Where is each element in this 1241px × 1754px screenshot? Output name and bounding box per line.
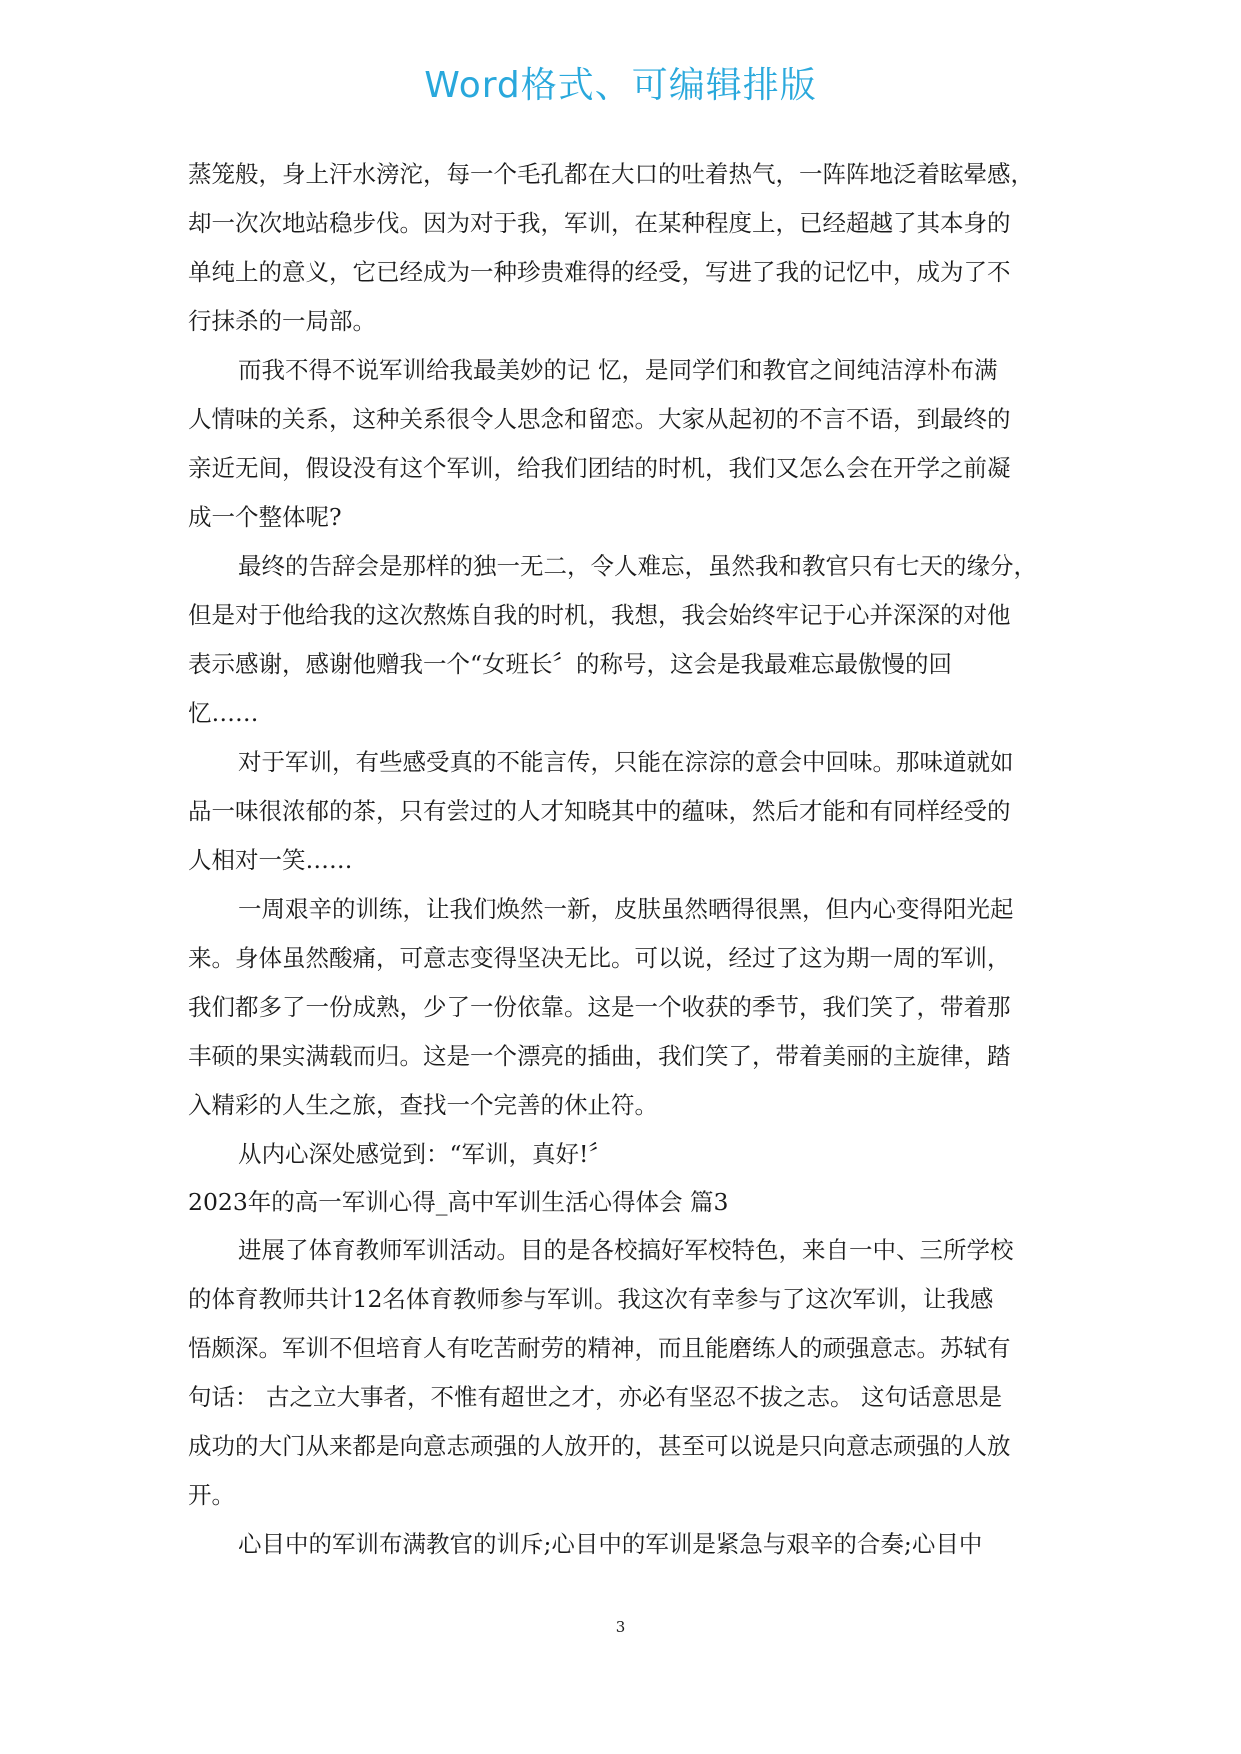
text-line: 来。身体虽然酸痛，可意志变得坚决无比。可以说，经过了这为期一周的军训， [188, 944, 1011, 972]
text-line: 亲近无间，假设没有这个军训，给我们团结的时机，我们又怎么会在开学之前凝 [188, 454, 1011, 482]
text-line: 开。 [188, 1481, 235, 1509]
text-line: 悟颇深。军训不但培育人有吃苦耐劳的精神，而且能磨练人的顽强意志。苏轼有 [188, 1334, 1011, 1362]
page-number: 3 [615, 1618, 626, 1636]
paragraph-block-1 [188, 150, 1068, 1179]
text-line: 蒸笼般，身上汗水滂沱，每一个毛孔都在大口的吐着热气，一阵阵地泛着眩晕感， [188, 160, 1034, 188]
text-line: 我们都多了一份成熟，少了一份依靠。这是一个收获的季节，我们笑了，带着那 [188, 993, 1011, 1021]
text-line: 而我不得不说军训给我最美妙的记 忆，是同学们和教官之间纯洁淳朴布满 [238, 356, 998, 384]
paragraph-block-2 [188, 1226, 1068, 1569]
section-heading: 2023年的高一军训心得_高中军训生活心得体会 篇3 [188, 1188, 729, 1216]
text-line: 入精彩的人生之旅，查找一个完善的休止符。 [188, 1091, 658, 1119]
text-line: 丰硕的果实满载而归。这是一个漂亮的插曲，我们笑了，带着美丽的主旋律，踏 [188, 1042, 1011, 1070]
text-line: 成一个整体呢? [188, 503, 342, 531]
text-line: 行抹杀的一局部。 [188, 307, 376, 335]
text-line: 对于军训，有些感受真的不能言传，只能在淙淙的意会中回味。那味道就如 [238, 748, 1014, 776]
text-line: 句话： 古之立大事者，不惟有超世之才，亦必有坚忍不拔之志。 这句话意思是 [188, 1383, 1002, 1411]
document-body [188, 150, 1068, 1569]
text-line: 忆…… [188, 699, 259, 727]
text-line: 进展了体育教师军训活动。目的是各校搞好军校特色，来自一中、三所学校 [238, 1236, 1014, 1264]
text-line: 人情味的关系，这种关系很令人思念和留恋。大家从起初的不言不语，到最终的 [188, 405, 1011, 433]
text-line: 品一味很浓郁的茶，只有尝过的人才知晓其中的蕴味，然后才能和有同样经受的 [188, 797, 1011, 825]
page-header-title: Word格式、可编辑排版 [424, 65, 817, 106]
text-line: 人相对一笑…… [188, 846, 353, 874]
text-line: 的体育教师共计12名体育教师参与军训。我这次有幸参与了这次军训，让我感 [188, 1285, 994, 1313]
text-line: 单纯上的意义，它已经成为一种珍贵难得的经受，写进了我的记忆中，成为了不 [188, 258, 1011, 286]
text-line: 最终的告辞会是那样的独一无二，令人难忘，虽然我和教官只有七天的缘分， [238, 552, 1037, 580]
text-line: 心目中的军训布满教官的训斥;心目中的军训是紧急与艰辛的合奏;心目中 [238, 1530, 983, 1558]
text-line: 却一次次地站稳步伐。因为对于我，军训，在某种程度上，已经超越了其本身的 [188, 209, 1011, 237]
text-line: 成功的大门从来都是向意志顽强的人放开的，甚至可以说是只向意志顽强的人放 [188, 1432, 1011, 1460]
text-line: 一周艰辛的训练，让我们焕然一新，皮肤虽然晒得很黑，但内心变得阳光起 [238, 895, 1014, 923]
text-line: 表示感谢，感谢他赠我一个“女班长〞的称号，这会是我最难忘最傲慢的回 [188, 650, 953, 678]
text-line: 但是对于他给我的这次熬炼自我的时机，我想，我会始终牢记于心并深深的对他 [188, 601, 1011, 629]
text-line: 从内心深处感觉到：“军训，真好!〞 [238, 1140, 612, 1168]
